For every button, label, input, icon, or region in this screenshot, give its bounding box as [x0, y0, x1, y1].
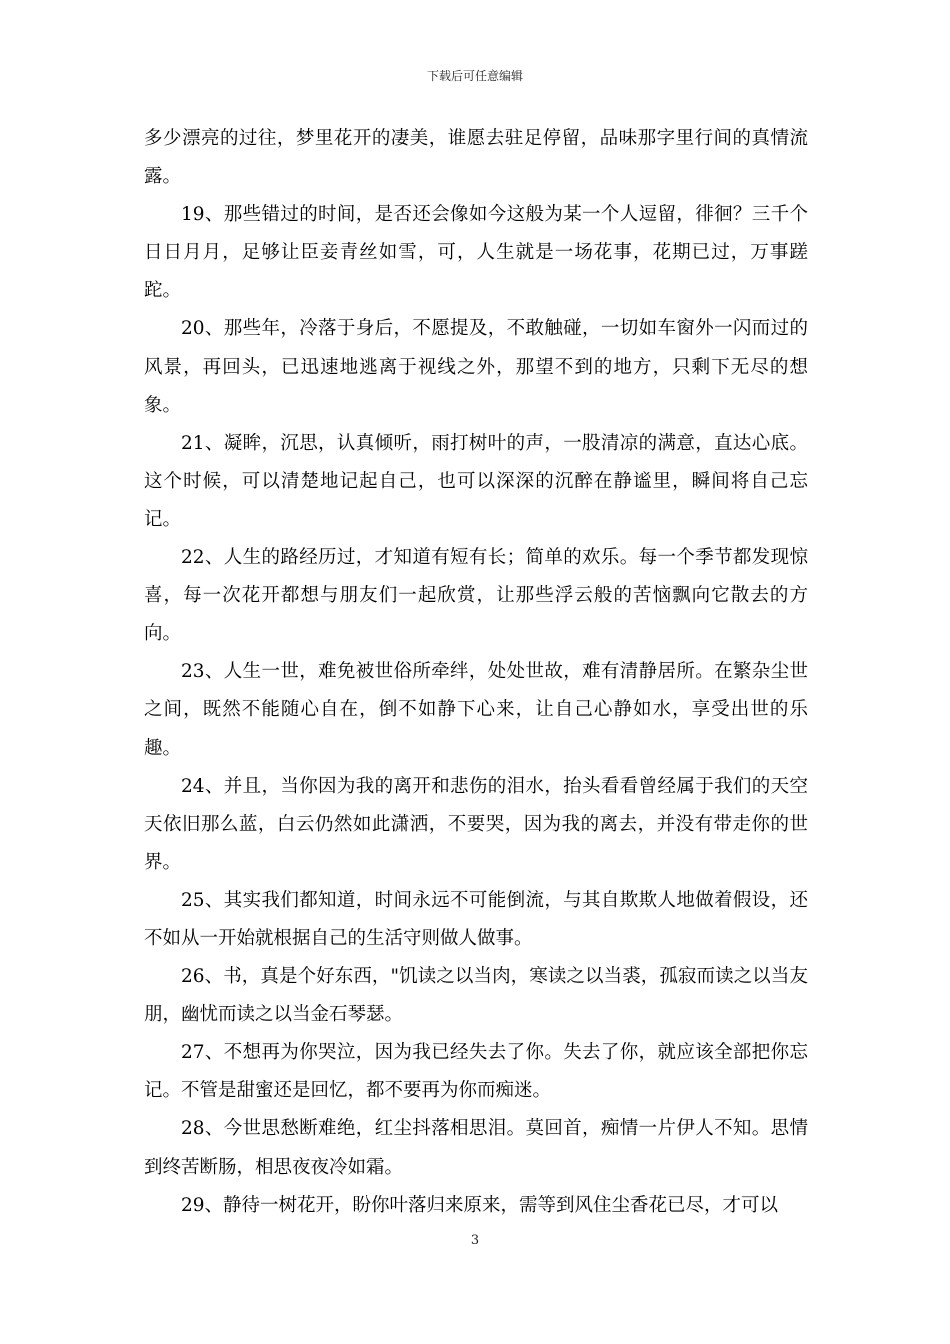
paragraph: 29、静待一树花开，盼你叶落归来原来，需等到风住尘香花已尽，才可以	[181, 1194, 779, 1216]
paragraph: 27、不想再为你哭泣，因为我已经失去了你。失去了你，就应该全部把你忘记。不管是甜蜜还是回忆，都不要再为你而痴迷。	[144, 1042, 808, 1102]
paragraph: 多少漂亮的过往，梦里花开的凄美，谁愿去驻足停留，品味那字里行间的真情流露。	[144, 128, 808, 188]
paragraph: 20、那些年，冷落于身后，不愿提及，不敢触碰，一切如车窗外一闪而过的风景，再回头，已迅速地逃离于视线之外，那望不到的地方，只剩下无尽的想象。	[144, 318, 808, 416]
page-number: 3	[470, 1233, 480, 1248]
paragraph: 25、其实我们都知道，时间永远不可能倒流，与其自欺欺人地做着假设，还不如从一开始就根据自己的生活守则做人做事。	[144, 889, 808, 949]
paragraph: 28、今世思愁断难绝，红尘抖落相思泪。莫回首，痴情一片伊人不知。思情到终苦断肠，相思夜夜冷如霜。	[144, 1118, 808, 1178]
paragraph: 22、人生的路经历过，才知道有短有长；简单的欢乐。每一个季节都发现惊喜，每一次花开都想与朋友们一起欣赏，让那些浮云般的苦恼飘向它散去的方向。	[144, 547, 808, 645]
paragraph: 26、书，真是个好东西，"饥读之以当肉，寒读之以当裘，孤寂而读之以当友朋，幽忧而读之以当金石琴瑟。	[144, 966, 808, 1026]
paragraph: 19、那些错过的时间，是否还会像如今这般为某一个人逗留，徘徊？三千个日日月月，足够让臣妾青丝如雪，可，人生就是一场花事，花期已过，万事蹉跎。	[144, 204, 808, 302]
document-body	[144, 120, 808, 1225]
paragraph: 23、人生一世，难免被世俗所牵绊，处处世故，难有清静居所。在繁杂尘世之间，既然不能随心自在，倒不如静下心来，让自己心静如水，享受出世的乐趣。	[144, 661, 808, 759]
paragraph: 24、并且，当你因为我的离开和悲伤的泪水，抬头看看曾经属于我们的天空天依旧那么蓝，白云仍然如此潇洒，不要哭，因为我的离去，并没有带走你的世界。	[144, 775, 808, 873]
page-header: 下载后可任意编辑	[426, 69, 523, 83]
paragraph: 21、凝眸，沉思，认真倾听，雨打树叶的声，一股清凉的满意，直达心底。这个时候，可以清楚地记起自己，也可以深深的沉醉在静谧里，瞬间将自己忘记。	[144, 432, 808, 530]
